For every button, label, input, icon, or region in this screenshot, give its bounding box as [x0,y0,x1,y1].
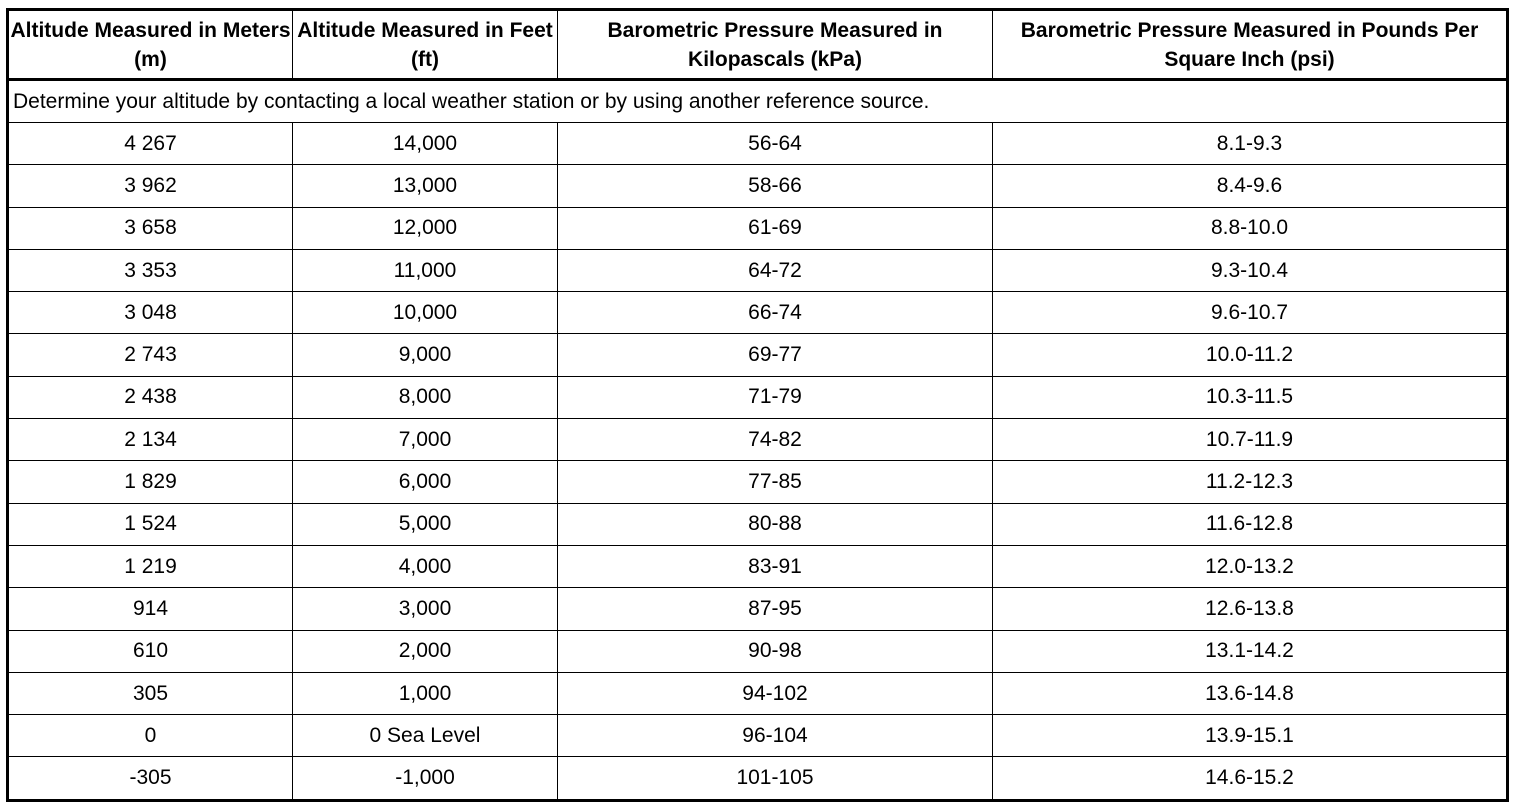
cell-altitude-feet: 13,000 [293,165,558,207]
table-row [8,165,1508,207]
header-altitude-meters: Altitude Measured in Meters (m) [8,10,293,80]
cell-pressure-psi: 11.2-12.3 [993,461,1508,503]
cell-altitude-meters: 1 219 [8,545,293,587]
cell-altitude-feet: 8,000 [293,376,558,418]
table-row [8,672,1508,714]
cell-altitude-meters: 3 353 [8,249,293,291]
table-row [8,249,1508,291]
cell-pressure-psi: 9.3-10.4 [993,249,1508,291]
table-row [8,461,1508,503]
cell-altitude-meters: 3 962 [8,165,293,207]
cell-altitude-feet: 14,000 [293,123,558,165]
note-row [8,80,1508,123]
cell-pressure-psi: 10.3-11.5 [993,376,1508,418]
altitude-pressure-table-container [6,8,1506,802]
cell-altitude-feet: 12,000 [293,207,558,249]
table-row [8,123,1508,165]
cell-altitude-meters: 2 134 [8,419,293,461]
cell-pressure-psi: 11.6-12.8 [993,503,1508,545]
cell-altitude-feet: 2,000 [293,630,558,672]
table-row [8,715,1508,757]
cell-pressure-psi: 8.1-9.3 [993,123,1508,165]
cell-altitude-feet: 1,000 [293,672,558,714]
cell-pressure-kpa: 56-64 [558,123,993,165]
cell-pressure-kpa: 74-82 [558,419,993,461]
cell-pressure-psi: 13.9-15.1 [993,715,1508,757]
table-row [8,376,1508,418]
table-row [8,334,1508,376]
table-row [8,503,1508,545]
table-row [8,630,1508,672]
cell-pressure-kpa: 64-72 [558,249,993,291]
cell-pressure-kpa: 83-91 [558,545,993,587]
cell-pressure-psi: 9.6-10.7 [993,292,1508,334]
table-row [8,419,1508,461]
table-row [8,588,1508,630]
cell-pressure-psi: 12.6-13.8 [993,588,1508,630]
cell-pressure-psi: 12.0-13.2 [993,545,1508,587]
cell-altitude-meters: 1 524 [8,503,293,545]
cell-altitude-meters: 2 438 [8,376,293,418]
cell-pressure-kpa: 66-74 [558,292,993,334]
cell-altitude-meters: 4 267 [8,123,293,165]
cell-altitude-feet: 6,000 [293,461,558,503]
cell-altitude-feet: 10,000 [293,292,558,334]
cell-altitude-meters: 610 [8,630,293,672]
cell-altitude-meters: 3 658 [8,207,293,249]
cell-pressure-kpa: 77-85 [558,461,993,503]
cell-altitude-meters: 305 [8,672,293,714]
header-pressure-kpa: Barometric Pressure Measured in Kilopascals (kPa) [558,10,993,80]
cell-altitude-feet: -1,000 [293,757,558,800]
cell-pressure-psi: 8.4-9.6 [993,165,1508,207]
cell-pressure-psi: 10.7-11.9 [993,419,1508,461]
cell-pressure-kpa: 58-66 [558,165,993,207]
cell-altitude-feet: 9,000 [293,334,558,376]
table-row [8,757,1508,800]
cell-pressure-psi: 13.6-14.8 [993,672,1508,714]
table-row [8,292,1508,334]
cell-pressure-kpa: 94-102 [558,672,993,714]
note-text: Determine your altitude by contacting a local weather station or by using another reference source. [8,80,1508,123]
altitude-pressure-table [6,8,1509,802]
table-row [8,207,1508,249]
cell-pressure-kpa: 96-104 [558,715,993,757]
cell-altitude-feet: 11,000 [293,249,558,291]
cell-pressure-kpa: 80-88 [558,503,993,545]
table-row [8,545,1508,587]
header-row [8,10,1508,80]
cell-altitude-meters: -305 [8,757,293,800]
cell-altitude-meters: 3 048 [8,292,293,334]
cell-altitude-meters: 914 [8,588,293,630]
cell-pressure-kpa: 61-69 [558,207,993,249]
cell-pressure-psi: 10.0-11.2 [993,334,1508,376]
cell-altitude-feet: 3,000 [293,588,558,630]
cell-altitude-feet: 0 Sea Level [293,715,558,757]
cell-altitude-feet: 5,000 [293,503,558,545]
cell-altitude-meters: 1 829 [8,461,293,503]
cell-altitude-feet: 4,000 [293,545,558,587]
cell-pressure-kpa: 101-105 [558,757,993,800]
cell-pressure-psi: 13.1-14.2 [993,630,1508,672]
cell-altitude-feet: 7,000 [293,419,558,461]
cell-pressure-kpa: 87-95 [558,588,993,630]
cell-pressure-kpa: 71-79 [558,376,993,418]
cell-pressure-psi: 14.6-15.2 [993,757,1508,800]
cell-pressure-psi: 8.8-10.0 [993,207,1508,249]
header-altitude-feet: Altitude Measured in Feet (ft) [293,10,558,80]
cell-pressure-kpa: 69-77 [558,334,993,376]
cell-altitude-meters: 2 743 [8,334,293,376]
cell-altitude-meters: 0 [8,715,293,757]
cell-pressure-kpa: 90-98 [558,630,993,672]
header-pressure-psi: Barometric Pressure Measured in Pounds Per Square Inch (psi) [993,10,1508,80]
